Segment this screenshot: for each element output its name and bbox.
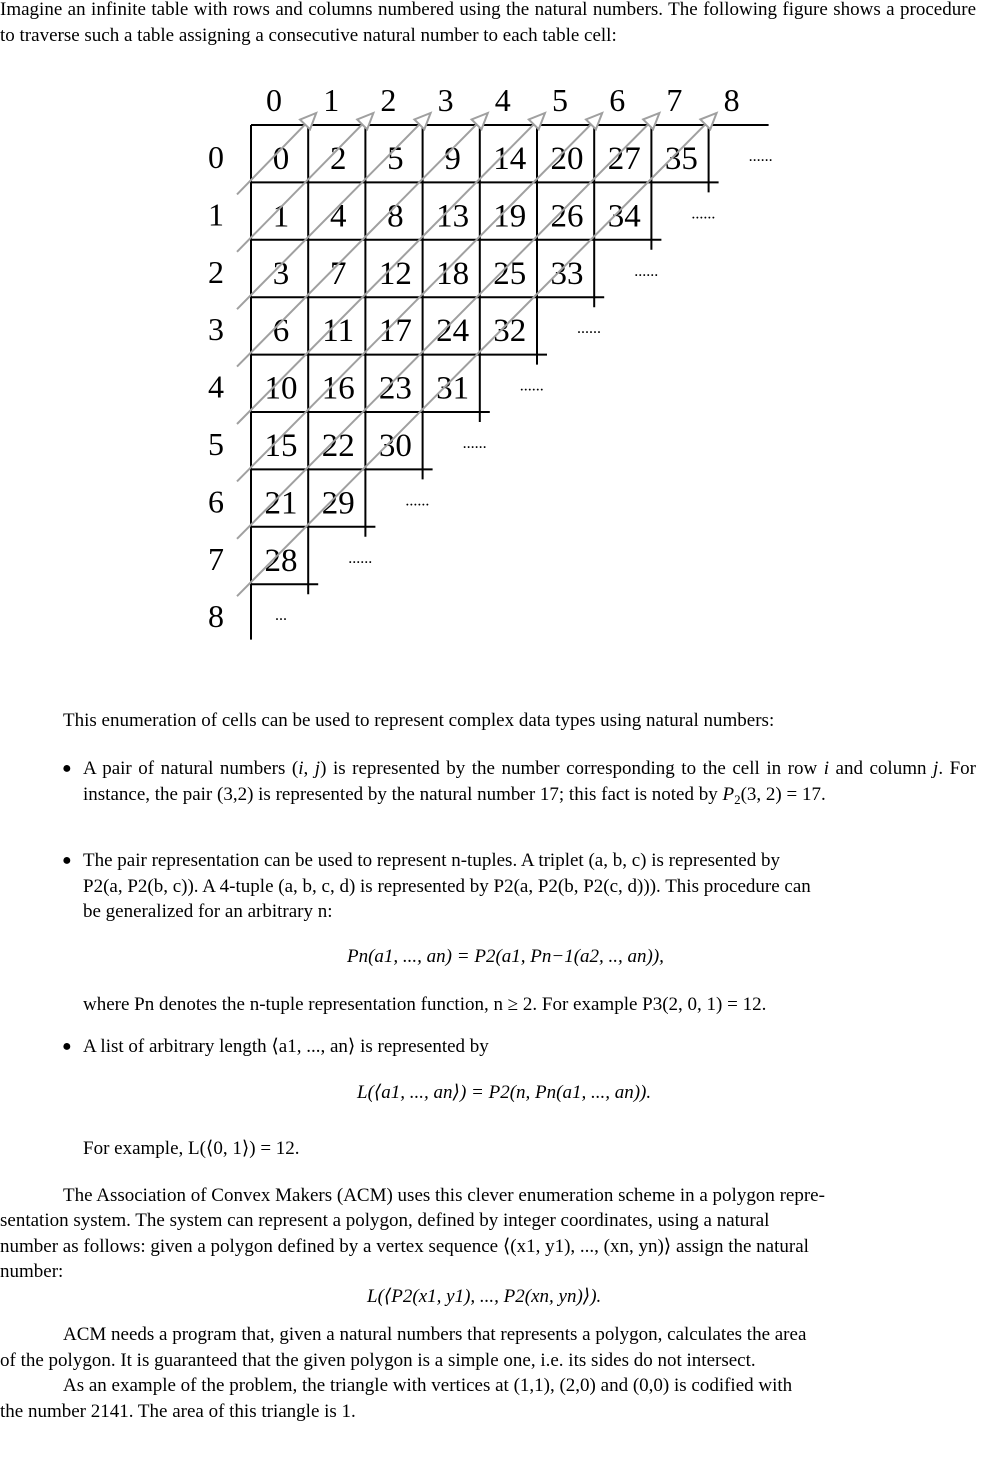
table-cell-value: 7 <box>329 255 347 292</box>
var-i: i <box>823 758 829 779</box>
table-cell-value: 29 <box>321 485 355 522</box>
var-j: j <box>314 758 321 779</box>
table-cell-value: 3 <box>272 255 290 292</box>
acm-line2: sentation system. The system can represent a polygon, defined by integer coordinates, using a natural <box>0 1210 770 1231</box>
column-header: 7 <box>666 82 683 118</box>
enumeration-figure <box>0 0 1006 660</box>
column-header: 8 <box>723 82 740 118</box>
table-cell-value: 28 <box>264 542 298 579</box>
row-header: 0 <box>208 139 224 175</box>
text: The pair representation can be used to represent n-tuples. A triplet (a, b, c) is represented by <box>83 850 780 871</box>
table-cell-value: 13 <box>436 198 470 235</box>
row-header: 7 <box>208 540 224 577</box>
bullet-icon: ● <box>62 760 72 777</box>
text: (3, 2) = 17. <box>740 783 826 805</box>
row-header: 2 <box>208 253 224 290</box>
bullet-list-line1: A list of arbitrary length ⟨a1, ..., an⟩ is represented by <box>83 1036 489 1057</box>
continuation-dots: ...... <box>462 435 487 452</box>
text: P2(a, P2(b, c)). A 4-tuple (a, b, c, d) is represented by P2(a, P2(b, P2(c, d))). This procedure can <box>83 876 811 897</box>
acm-line4: number: <box>0 1261 64 1282</box>
row-header: 6 <box>208 483 224 520</box>
table-cell-value: 6 <box>272 313 290 350</box>
text: A pair of natural numbers ( <box>83 758 299 779</box>
text: and column <box>829 758 934 779</box>
table-cell-value: 11 <box>322 313 355 350</box>
column-header: 5 <box>552 82 568 118</box>
table-cell-value: 0 <box>272 141 290 177</box>
table-cell-value: 20 <box>550 141 584 177</box>
bullet-icon: ● <box>62 1038 72 1055</box>
table-cell-value: 2 <box>329 141 347 177</box>
var-p: P <box>722 783 735 805</box>
enumeration-intro: This enumeration of cells can be used to represent complex data types using natural numbers: <box>63 710 775 731</box>
text: . For instance, the pair (3,2) is represented by the natural number 17; this fact is noted by <box>83 758 976 805</box>
list-example: For example, L(⟨0, 1⟩) = 12. <box>83 1138 300 1159</box>
table-cell-value: 19 <box>493 198 527 235</box>
row-header: 3 <box>208 311 224 348</box>
table-cell-value: 27 <box>607 141 641 177</box>
continuation-dots: ...... <box>748 148 773 165</box>
continuation-dots: ...... <box>691 205 716 223</box>
column-header: 3 <box>437 82 454 118</box>
task-line4: the number 2141. The area of this triangle is 1. <box>0 1401 356 1422</box>
acm-formula: L(⟨P2(x1, y1), ..., P2(xn, yn)⟩). <box>367 1286 602 1307</box>
continuation-dots: ...... <box>577 320 601 338</box>
row-header: 1 <box>208 196 224 233</box>
task-line1: ACM needs a program that, given a natural numbers that represents a polygon, calculates the area <box>63 1324 807 1345</box>
continuation-dots: ...... <box>634 262 659 280</box>
table-cell-value: 33 <box>550 255 584 292</box>
bullet-tuple-line2 <box>83 874 976 900</box>
tuple-formula: Pn(a1, ..., an) = P2(a1, Pn−1(a2, .., an)), <box>347 946 664 967</box>
table-cell-value: 9 <box>444 141 461 177</box>
var-i: i <box>298 758 304 779</box>
column-header: 4 <box>494 82 511 118</box>
column-header: 1 <box>323 82 340 118</box>
bullet-tuple-line1 <box>83 848 976 874</box>
column-header: 6 <box>609 82 626 118</box>
table-cell-value: 21 <box>264 485 298 522</box>
table-cell-value: 15 <box>264 428 298 464</box>
column-header: 0 <box>266 82 282 118</box>
row-header: 4 <box>208 368 224 405</box>
continuation-dots: ... <box>275 607 287 625</box>
bullet-icon: ● <box>62 852 72 869</box>
continuation-dots: ...... <box>519 377 544 395</box>
table-cell-value: 10 <box>264 370 298 407</box>
table-cell-value: 34 <box>607 198 641 235</box>
table-cell-value: 17 <box>378 313 412 350</box>
table-cell-value: 8 <box>387 198 404 235</box>
table-cell-value: 1 <box>272 198 290 235</box>
table-cell-value: 23 <box>378 370 412 407</box>
table-cell-value: 25 <box>493 255 527 292</box>
subscript: 2 <box>734 791 741 807</box>
table-cell-value: 4 <box>329 198 347 235</box>
table-cell-value: 12 <box>378 255 412 292</box>
table-cell-value: 16 <box>321 370 355 407</box>
text: ) is represented by the number corresponding to the cell in row <box>320 758 824 779</box>
row-header: 8 <box>208 598 224 635</box>
acm-line3: number as follows: given a polygon defined by a vertex sequence ⟨(x1, y1), ..., (xn, yn)⟩ assign the natural <box>0 1236 809 1257</box>
table-cell-value: 22 <box>321 428 355 464</box>
bullet-tuple-line3 <box>83 899 333 925</box>
table-cell-value: 5 <box>387 141 404 177</box>
table-cell-value: 31 <box>436 370 470 407</box>
table-cell-value: 32 <box>493 313 527 350</box>
column-header: 2 <box>380 82 397 118</box>
text: , <box>303 758 315 779</box>
continuation-dots: ...... <box>348 549 373 567</box>
bullet-pair <box>83 756 976 807</box>
text: be generalized for an arbitrary n: <box>83 901 333 922</box>
table-cell-value: 14 <box>493 141 527 177</box>
table-cell-value: 30 <box>378 428 412 464</box>
list-formula: L(⟨a1, ..., an⟩) = P2(n, Pn(a1, ..., an)). <box>357 1082 652 1103</box>
table-cell-value: 26 <box>550 198 584 235</box>
acm-line1: The Association of Convex Makers (ACM) uses this clever enumeration scheme in a polygon repre- <box>63 1185 825 1206</box>
row-header: 5 <box>208 426 224 462</box>
intro-paragraph: Imagine an infinite table with rows and columns numbered using the natural numbers. The following figure shows a procedure to traverse such a table assigning a consecutive natural number to each table cell: <box>0 0 976 46</box>
task-line3: As an example of the problem, the triangle with vertices at (1,1), (2,0) and (0,0) is codified with <box>63 1375 793 1396</box>
table-cell-value: 35 <box>664 141 698 177</box>
table-cell-value: 24 <box>436 313 470 350</box>
tuple-where: where Pn denotes the n-tuple representation function, n ≥ 2. For example P3(2, 0, 1) = 12. <box>83 994 767 1015</box>
table-cell-value: 18 <box>436 255 470 292</box>
task-line2: of the polygon. It is guaranteed that the given polygon is a simple one, i.e. its sides do not intersect. <box>0 1350 756 1371</box>
var-j: j <box>933 758 939 779</box>
continuation-dots: ...... <box>405 492 430 510</box>
